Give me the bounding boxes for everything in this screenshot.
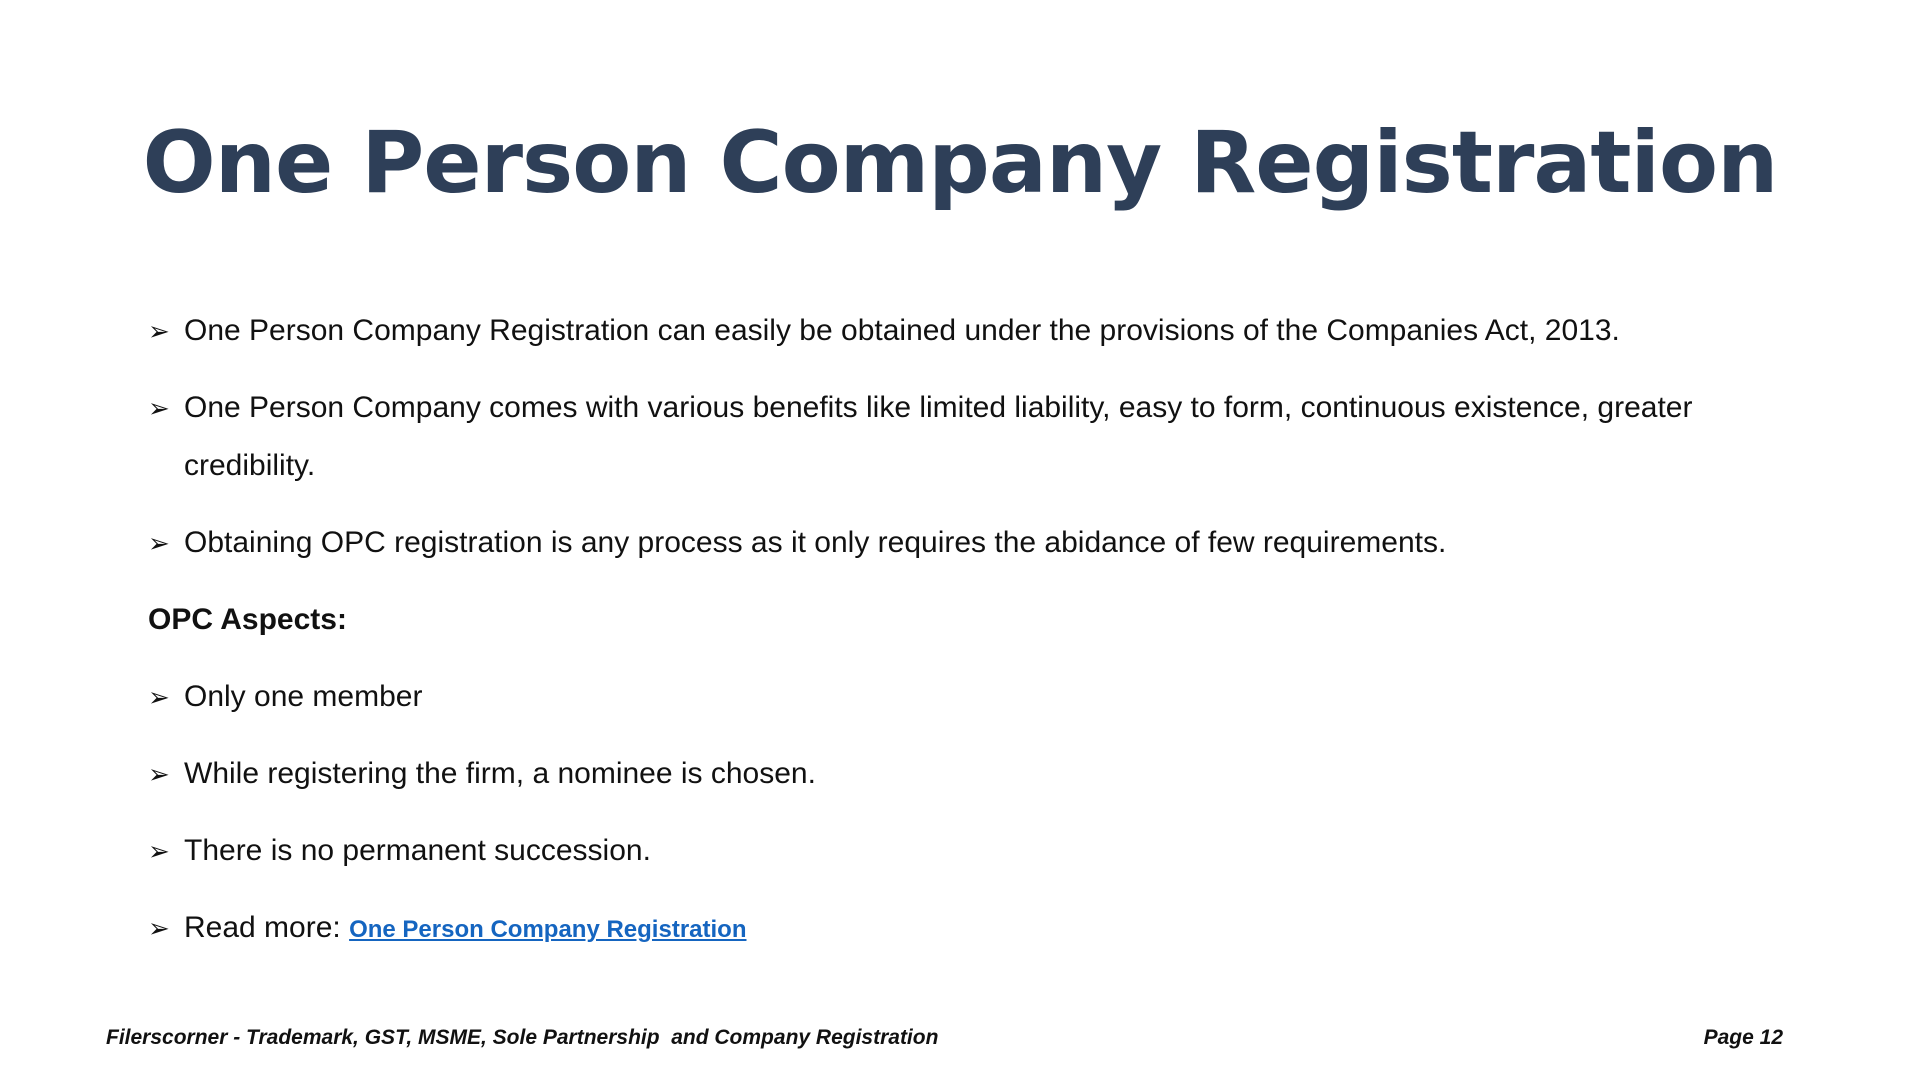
- bullet-text: One Person Company Registration can easily be obtained under the provisions of the Companies Act, 2013.: [184, 314, 1620, 347]
- arrow-bullet-icon: ➢: [148, 316, 170, 346]
- footer-company-text: Filerscorner - Trademark, GST, MSME, Sole Partnership and Company Registration: [106, 1026, 939, 1049]
- aspect-text: There is no permanent succession.: [184, 834, 651, 867]
- aspect-item: [148, 668, 1788, 726]
- bullet-item: [148, 514, 1788, 572]
- aspect-text: Only one member: [184, 680, 423, 713]
- aspect-text: While registering the firm, a nominee is chosen.: [184, 757, 816, 790]
- read-more-label: Read more:: [184, 911, 350, 944]
- slide-content: [148, 302, 1788, 978]
- page-title: One Person Company Registration: [142, 113, 1778, 213]
- arrow-bullet-icon: ➢: [148, 913, 170, 943]
- bullet-text: One Person Company comes with various benefits like limited liability, easy to form, continuous existence, greater credibility.: [184, 391, 1693, 482]
- arrow-bullet-icon: ➢: [148, 836, 170, 866]
- bullet-text: Obtaining OPC registration is any process as it only requires the abidance of few requirements.: [184, 526, 1447, 559]
- bullet-item: [148, 302, 1788, 360]
- arrow-bullet-icon: ➢: [148, 759, 170, 789]
- arrow-bullet-icon: ➢: [148, 682, 170, 712]
- bullet-item: [148, 379, 1788, 495]
- aspect-item: [148, 822, 1788, 880]
- arrow-bullet-icon: ➢: [148, 393, 170, 423]
- arrow-bullet-icon: ➢: [148, 528, 170, 558]
- read-more-item: [148, 899, 1788, 959]
- section-heading: OPC Aspects:: [148, 603, 347, 636]
- aspect-item: [148, 745, 1788, 803]
- page-number: Page 12: [1703, 1026, 1783, 1049]
- read-more-link[interactable]: One Person Company Registration: [349, 916, 747, 943]
